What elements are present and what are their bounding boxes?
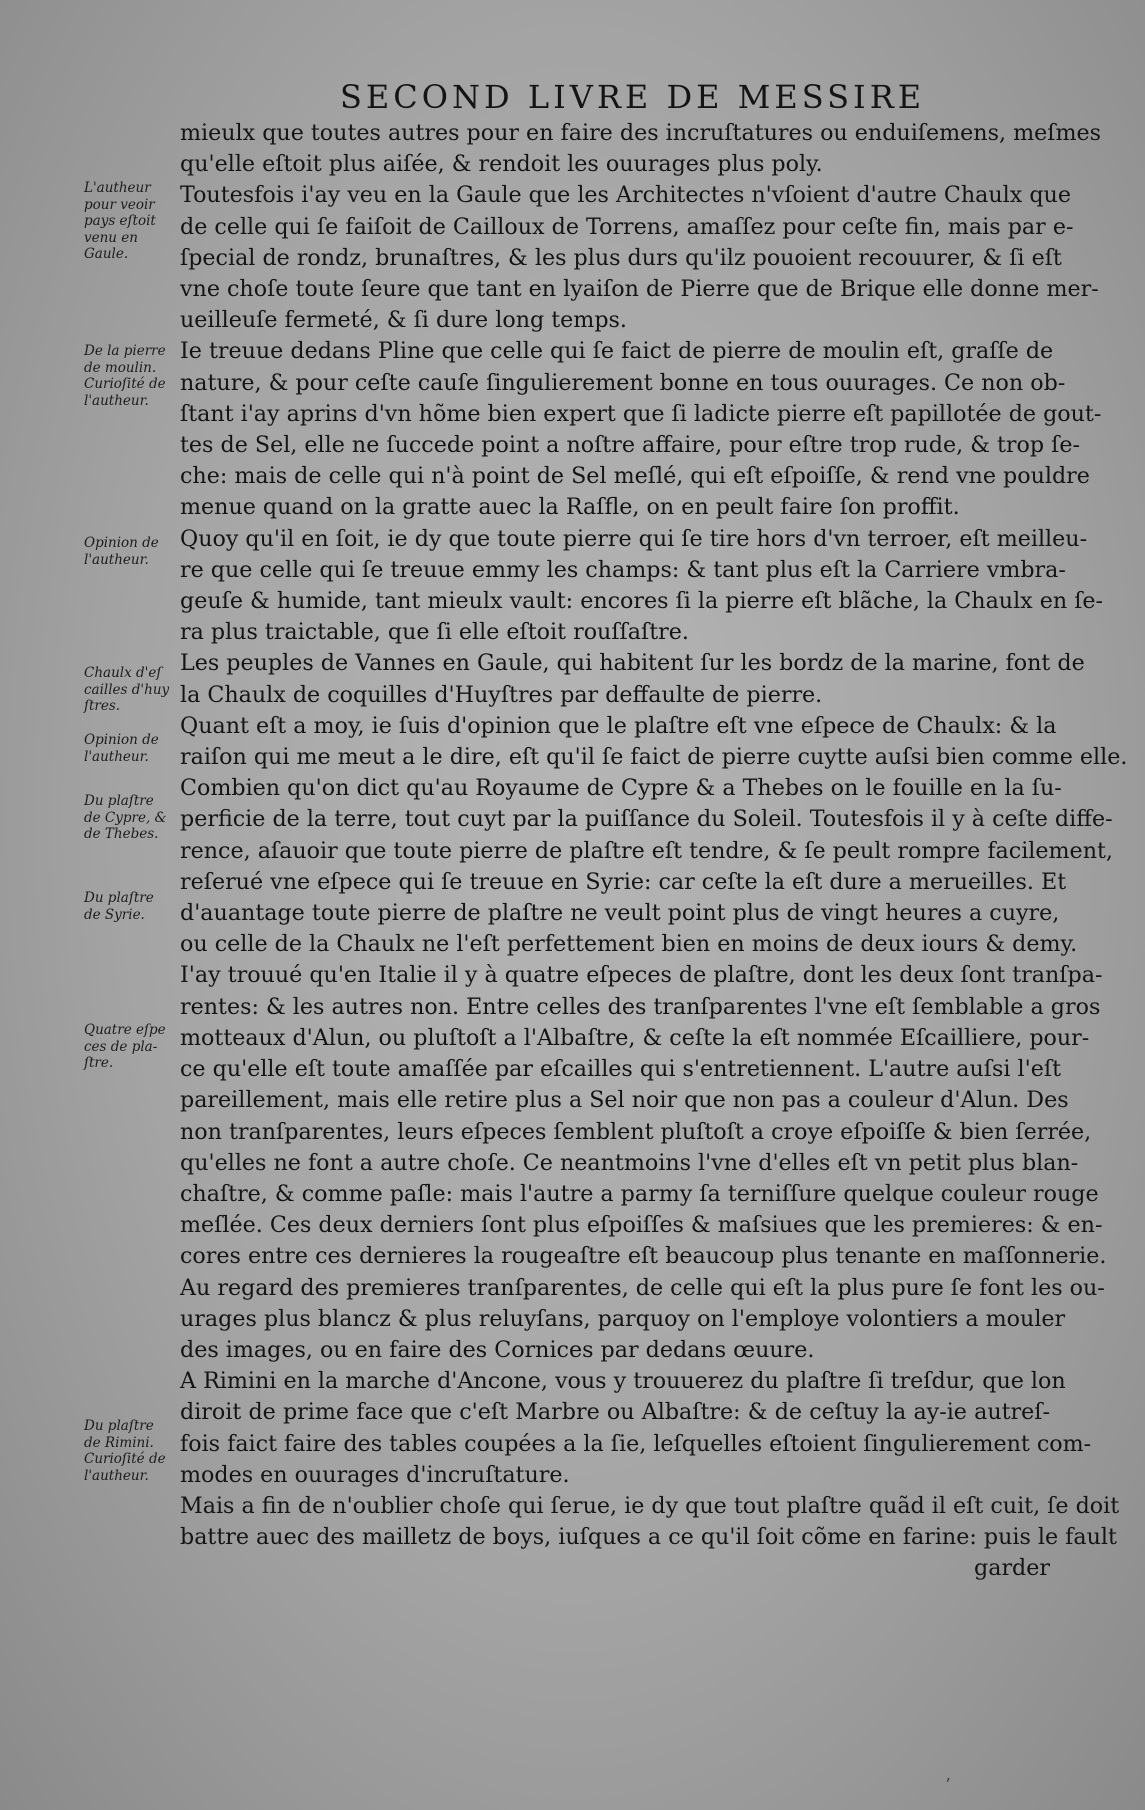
margin-note — [84, 665, 176, 715]
catchword: garder — [974, 1555, 1050, 1582]
text-line: ou celle de la Chaulx ne l'eſt perfettement bien en moins de deux iours & demy. — [180, 931, 1078, 958]
margin-note — [84, 343, 176, 409]
paragraph — [180, 960, 1107, 1366]
margin-note-line: l'autheur. — [84, 392, 149, 409]
text-line: non tranſparentes, leurs eſpeces ſemblent pluſtoſt a croye eſpoiſſe & bien ſerrée, — [180, 1118, 1092, 1145]
margin-note-line: Curioſité de — [84, 1451, 166, 1467]
text-line: rentes: & les autres non. Entre celles des tranſparentes l'vne eſt ſemblable a gros — [180, 993, 1101, 1020]
margin-note-line: Chaulx d'eſ — [84, 665, 162, 681]
text-line: qu'elles ne font a autre choſe. Ce neantmoins l'vne d'elles eſt vn petit plus blan- — [180, 1149, 1079, 1176]
text-line: d'auantage toute pierre de plaſtre ne veult point plus de vingt heures a cuyre, — [180, 900, 1060, 927]
text-line: Quoy qu'il en ſoit, ie dy que toute pierre qui ſe tire hors d'vn terroer, eſt meilleu- — [180, 525, 1088, 552]
text-line: ce qu'elle eſt toute amaſſée par eſcailles qui s'entretiennent. L'autre auſsi l'eſt — [180, 1056, 1061, 1083]
margin-note-line: l'autheur. — [84, 551, 149, 568]
margin-note-line: Curioſité de — [84, 376, 166, 392]
margin-note-line: De la pierre — [84, 343, 166, 359]
margin-note-line: de Rimini. — [84, 1434, 154, 1451]
paragraph — [180, 524, 1104, 649]
text-line: A Rimini en la marche d'Ancone, vous y trouuerez du plaſtre ſi treſdur, que lon — [180, 1368, 1066, 1395]
text-line: de celle qui ſe faiſoit de Cailloux de Torrens, amaſſez pour ceſte fin, mais par e- — [180, 213, 1074, 240]
text-line: urages plus blancz & plus reluyſans, parquoy on l'employe volontiers a mouler — [180, 1305, 1066, 1332]
text-line: Les peuples de Vannes en Gaule, qui habitent ſur les bordz de la marine, font de — [180, 650, 1085, 677]
margin-note-line: cailles d'huy — [84, 681, 170, 698]
margin-note-line: ſtre. — [84, 1055, 114, 1071]
text-line: Mais a fin de n'oublier choſe qui ſerue, ie dy que tout plaſtre quãd il eſt cuit, ſe doit — [180, 1492, 1120, 1519]
text-line: ſpecial de rondz, brunaſtres, & les plus durs qu'ilz pouoient recouurer, & ſi eſt — [180, 244, 1062, 271]
text-line: perficie de la terre, tout cuyt par la puiſſance du Soleil. Toutesfois il y à ceſte diffe- — [180, 806, 1113, 833]
margin-note-line: de Syrie. — [84, 906, 145, 923]
text-line: Ie treuue dedans Pline que celle qui ſe faict de pierre de moulin eſt, graſſe de — [180, 338, 1054, 365]
paragraph — [180, 336, 1102, 523]
margin-note-line: pays eſtoit — [84, 213, 156, 229]
text-line: Au regard des premieres tranſparentes, de celle qui eſt la plus pure ſe font les ou- — [180, 1274, 1105, 1301]
text-line: Quant eſt a moy, ie ſuis d'opinion que le plaſtre eſt vne eſpece de Chaulx: & la — [180, 712, 1057, 739]
paragraph — [180, 773, 1113, 960]
margin-note — [84, 535, 176, 568]
text-line: menue quand on la gratte auec la Raſfle, on en peult faire ſon proffit. — [180, 494, 960, 521]
margin-note-line: Du plaſtre — [84, 793, 154, 809]
text-line: cores entre ces dernieres la rougeaſtre eſt beaucoup plus tenante en maſſonnerie. — [180, 1243, 1107, 1270]
margin-note-line: pour veoir — [84, 196, 155, 213]
margin-note-line: ces de pla- — [84, 1038, 158, 1055]
text-line: nature, & pour ceſte cauſe ſingulierement bonne en tous ouurages. Ce non ob- — [180, 369, 1066, 396]
margin-note-line: Quatre eſpe — [84, 1022, 166, 1038]
text-line: Combien qu'on dict qu'au Royaume de Cypre & a Thebes on le fouille en la ſu- — [180, 775, 1062, 802]
body-text — [180, 118, 1128, 1585]
paragraph — [180, 180, 1099, 336]
text-line: ueilleuſe fermeté, & ſi dure long temps. — [180, 307, 627, 334]
margin-note — [84, 732, 176, 765]
text-line: che: mais de celle qui n'à point de Sel meſlé, qui eſt eſpoiſſe, & rend vne pouldre — [180, 463, 1090, 490]
text-line: des images, ou en faire des Cornices par dedans œuure. — [180, 1336, 815, 1363]
margin-note — [84, 1022, 176, 1072]
text-line: re que celle qui ſe treuue emmy les champs: & tant plus eſt la Carriere vmbra- — [180, 556, 1066, 583]
text-line: chaſtre, & comme paſle: mais l'autre a parmy ſa terniſſure quelque couleur rouge — [180, 1180, 1099, 1207]
margin-note-line: de Thebes. — [84, 826, 159, 842]
text-line: ſtant i'ay aprins d'vn hõme bien expert que ſi ladicte pierre eſt papillotée de gout- — [180, 400, 1102, 427]
text-line: la Chaulx de coquilles d'Huyſtres par deffaulte de pierre. — [180, 681, 823, 708]
margin-note — [84, 1418, 176, 1484]
text-line: pareillement, mais elle retire plus a Sel noir que non pas a couleur d'Alun. Des — [180, 1087, 1069, 1114]
text-line: I'ay trouué qu'en Italie il y à quatre eſpeces de plaſtre, dont les deux ſont tranſpa- — [180, 962, 1103, 989]
text-line: Toutesfois i'ay veu en la Gaule que les Architectes n'vſoient d'autre Chaulx que — [180, 182, 1071, 209]
margin-note-line: Du plaſtre — [84, 1418, 154, 1434]
running-head: SECOND LIVRE DE MESSIRE — [340, 78, 926, 116]
text-line: modes en ouurages d'incruſtature. — [180, 1461, 570, 1488]
margin-note-line: Du plaſtre — [84, 890, 154, 906]
text-line: diroit de prime face que c'eſt Marbre ou Albaſtre: & de ceſtuy la ay-ie autreſ- — [180, 1399, 1050, 1426]
text-line: meſlée. Ces deux derniers ſont plus eſpoiſſes & maſsiues que les premieres: & en- — [180, 1212, 1103, 1239]
paragraph — [180, 1491, 1120, 1553]
margin-note-line: l'autheur. — [84, 748, 149, 765]
margin-note — [84, 890, 176, 923]
text-line: qu'elle eſtoit plus aiſée, & rendoit les ouurages plus poly. — [180, 151, 823, 178]
margin-note — [84, 180, 176, 263]
text-line: ra plus traictable, que ſi elle eſtoit rouſſaſtre. — [180, 619, 689, 646]
text-line: raiſon qui me meut a le dire, eſt qu'il ſe faict de pierre cuytte auſsi bien comme elle. — [180, 744, 1128, 771]
text-line: reſerué vne eſpece qui ſe treuue en Syrie: car ceſte la eſt dure a merueilles. Et — [180, 868, 1067, 895]
margin-note-line: l'autheur. — [84, 1467, 149, 1484]
margin-note-line: ſtres. — [84, 698, 121, 714]
margin-note — [84, 793, 176, 843]
margin-note-line: de moulin. — [84, 359, 157, 376]
margin-note-line: Opinion de — [84, 732, 159, 748]
text-line: rence, aſauoir que toute pierre de plaſtre eſt tendre, & ſe peult rompre facilement, — [180, 837, 1113, 864]
text-line: fois faict faire des tables coupées a la ſie, leſquelles eſtoient ſingulierement com- — [180, 1430, 1092, 1457]
paragraph — [180, 1366, 1092, 1491]
paragraph — [180, 648, 1085, 710]
text-line: motteaux d'Alun, ou pluſtoſt a l'Albaſtre, & ceſte la eſt nommée Eſcailliere, pour- — [180, 1024, 1090, 1051]
text-line: geuſe & humide, tant mieulx vault: encores ſi la pierre eſt blãche, la Chaulx en ſe- — [180, 588, 1104, 615]
margin-note-line: Gaule. — [84, 246, 129, 262]
text-line: vne choſe toute ſeure que tant en lyaiſon de Pierre que de Brique elle donne mer- — [180, 276, 1099, 303]
margin-note-line: de Cypre, & — [84, 809, 167, 826]
text-line: battre auec des mailletz de boys, iuſques a ce qu'il ſoit cõme en farine: puis le fault — [180, 1524, 1117, 1551]
margin-note-line: Opinion de — [84, 535, 159, 551]
margin-note-line: L'autheur — [84, 180, 151, 196]
paragraph — [180, 118, 1102, 180]
paragraph — [180, 711, 1128, 773]
text-line: tes de Sel, elle ne ſuccede point a noſtre affaire, pour eſtre trop rude, & trop ſe- — [180, 432, 1080, 459]
text-line: mieulx que toutes autres pour en faire des incruſtatures ou enduiſemens, meſmes — [180, 120, 1102, 146]
signature-mark: ʼ — [945, 1775, 951, 1794]
margin-note-line: venu en — [84, 229, 138, 246]
